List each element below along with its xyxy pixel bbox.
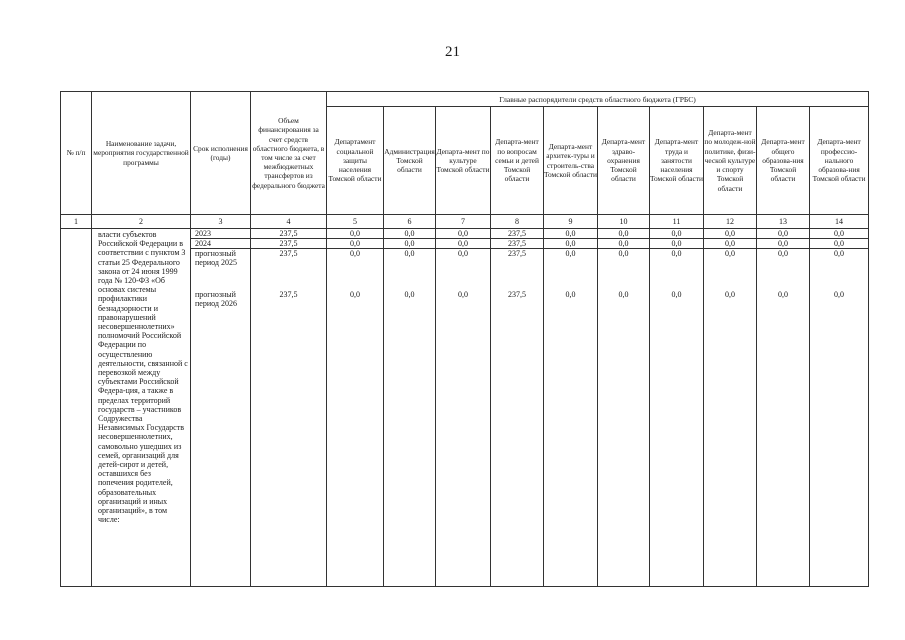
grbs-cell bbox=[757, 229, 810, 587]
value: 237,5 bbox=[251, 239, 326, 249]
col-header-grbs: Администрация Томской области bbox=[384, 107, 436, 215]
grbs-cell bbox=[598, 229, 650, 587]
value: 237,5 bbox=[508, 249, 526, 258]
grbs-cell bbox=[810, 229, 869, 587]
period-2025: прогнозный период 2025 bbox=[195, 249, 237, 267]
value: 0,0 bbox=[436, 239, 490, 249]
value: 0,0 bbox=[327, 229, 383, 239]
column-number: 5 bbox=[327, 215, 384, 229]
value: 0,0 bbox=[544, 239, 597, 249]
value: 0,0 bbox=[598, 239, 649, 249]
period-2024: 2024 bbox=[191, 239, 250, 249]
column-number: 3 bbox=[191, 215, 251, 229]
value: 0,0 bbox=[725, 249, 735, 258]
value: 0,0 bbox=[757, 239, 809, 249]
col-header-name: Наименование задачи, мероприятия государственной программы bbox=[92, 92, 191, 215]
value: 0,0 bbox=[650, 239, 703, 249]
value: 0,0 bbox=[436, 229, 490, 239]
value: 0,0 bbox=[671, 290, 682, 299]
value: 0,0 bbox=[671, 249, 682, 258]
column-number: 12 bbox=[704, 215, 757, 229]
period-2026: прогнозный период 2026 bbox=[195, 290, 237, 308]
value: 0,0 bbox=[565, 249, 576, 258]
budget-table bbox=[60, 91, 869, 587]
value: 0,0 bbox=[757, 229, 809, 239]
col-header-grbs: Департа-мент труда и занятости населения Томской области bbox=[650, 107, 704, 215]
row-number-cell bbox=[61, 229, 92, 587]
col-header-grbs: Департа-мент по культуре Томской области bbox=[436, 107, 491, 215]
value: 0,0 bbox=[384, 229, 435, 239]
col-header-grbs: Департа-мент по вопросам семьи и детей Томской области bbox=[491, 107, 544, 215]
value: 0,0 bbox=[810, 229, 868, 239]
value: 237,5 bbox=[279, 249, 298, 258]
col-header-grbs-title: Главные распорядители средств областного бюджета (ГРБС) bbox=[327, 92, 869, 107]
value: 0,0 bbox=[725, 290, 735, 299]
value: 0,0 bbox=[458, 290, 468, 299]
col-header-grbs: Департа-мент профессио-нального образова-ния Томской области bbox=[810, 107, 869, 215]
value: 0,0 bbox=[810, 239, 868, 249]
value: 0,0 bbox=[404, 249, 415, 258]
value: 237,5 bbox=[491, 239, 543, 249]
value: 237,5 bbox=[491, 229, 543, 239]
col-header-grbs: Департа-мент архитек-туры и строитель-ства Томской области bbox=[544, 107, 598, 215]
column-number: 2 bbox=[92, 215, 191, 229]
value: 0,0 bbox=[544, 229, 597, 239]
value: 0,0 bbox=[778, 290, 788, 299]
column-number: 9 bbox=[544, 215, 598, 229]
task-description: власти субъектов Российской Федерации в соответствии с пунктом 3 статьи 25 Федерального закона от 24 июня 1999 года № 120-ФЗ «Об основах системы профилактики безнадзорности и правонарушений несовершеннолетних» полномочий Российской Федерации по осуществлению деятельности, связанной с перевозкой между субъектами Российской Федера-ция, а также в пределах территорий государств – участников Содружества Независимых Государств несовершеннолетних, самовольно ушедших из семей, организаций для детей-сирот и детей, оставшихся без попечения родителей, образовательных организаций и иных организаций», в том числе: bbox=[92, 229, 191, 587]
col-header-no: № п/п bbox=[61, 92, 92, 215]
grbs-cell bbox=[544, 229, 598, 587]
col-header-grbs: Департа-мент здраво-охранения Томской области bbox=[598, 107, 650, 215]
page-number: 21 bbox=[445, 44, 460, 60]
column-number: 6 bbox=[384, 215, 436, 229]
grbs-cell bbox=[650, 229, 704, 587]
col-header-grbs: Департамент социальной защиты населения Томской области bbox=[327, 107, 384, 215]
grbs-cell bbox=[327, 229, 384, 587]
value: 0,0 bbox=[834, 290, 845, 299]
value: 0,0 bbox=[704, 229, 756, 239]
grbs-cell bbox=[704, 229, 757, 587]
col-header-grbs: Департа-мент по молодеж-ной политике, физи-ческой культуре и спорту Томской области bbox=[704, 107, 757, 215]
value: 0,0 bbox=[778, 249, 788, 258]
period-2023: 2023 bbox=[191, 229, 250, 239]
column-number: 11 bbox=[650, 215, 704, 229]
column-number: 8 bbox=[491, 215, 544, 229]
column-number: 7 bbox=[436, 215, 491, 229]
column-number: 1 bbox=[61, 215, 92, 229]
value: 0,0 bbox=[327, 239, 383, 249]
value: 0,0 bbox=[650, 229, 703, 239]
value: 0,0 bbox=[384, 239, 435, 249]
value: 0,0 bbox=[598, 229, 649, 239]
value: 0,0 bbox=[618, 249, 629, 258]
value: 0,0 bbox=[704, 239, 756, 249]
column-number: 13 bbox=[757, 215, 810, 229]
column-number: 14 bbox=[810, 215, 869, 229]
grbs-cell bbox=[491, 229, 544, 587]
value: 0,0 bbox=[404, 290, 415, 299]
value: 0,0 bbox=[350, 249, 360, 258]
value: 237,5 bbox=[508, 290, 526, 299]
value: 0,0 bbox=[618, 290, 629, 299]
grbs-cell bbox=[384, 229, 436, 587]
value: 0,0 bbox=[565, 290, 576, 299]
column-number-row bbox=[61, 215, 869, 229]
column-number: 10 bbox=[598, 215, 650, 229]
value: 237,5 bbox=[251, 229, 326, 239]
period-cell bbox=[191, 229, 251, 587]
grbs-cell bbox=[436, 229, 491, 587]
col-header-volume: Объем финансирования за счет средств областного бюджета, в том числе за счет межбюджетных трансфертов из федерального бюджета bbox=[251, 92, 327, 215]
value: 237,5 bbox=[279, 290, 298, 299]
value: 0,0 bbox=[458, 249, 468, 258]
column-number: 4 bbox=[251, 215, 327, 229]
value: 0,0 bbox=[350, 290, 360, 299]
volume-cell bbox=[251, 229, 327, 587]
value: 0,0 bbox=[834, 249, 845, 258]
col-header-period: Срок исполнения (годы) bbox=[191, 92, 251, 215]
col-header-grbs: Департа-мент общего образова-ния Томской области bbox=[757, 107, 810, 215]
